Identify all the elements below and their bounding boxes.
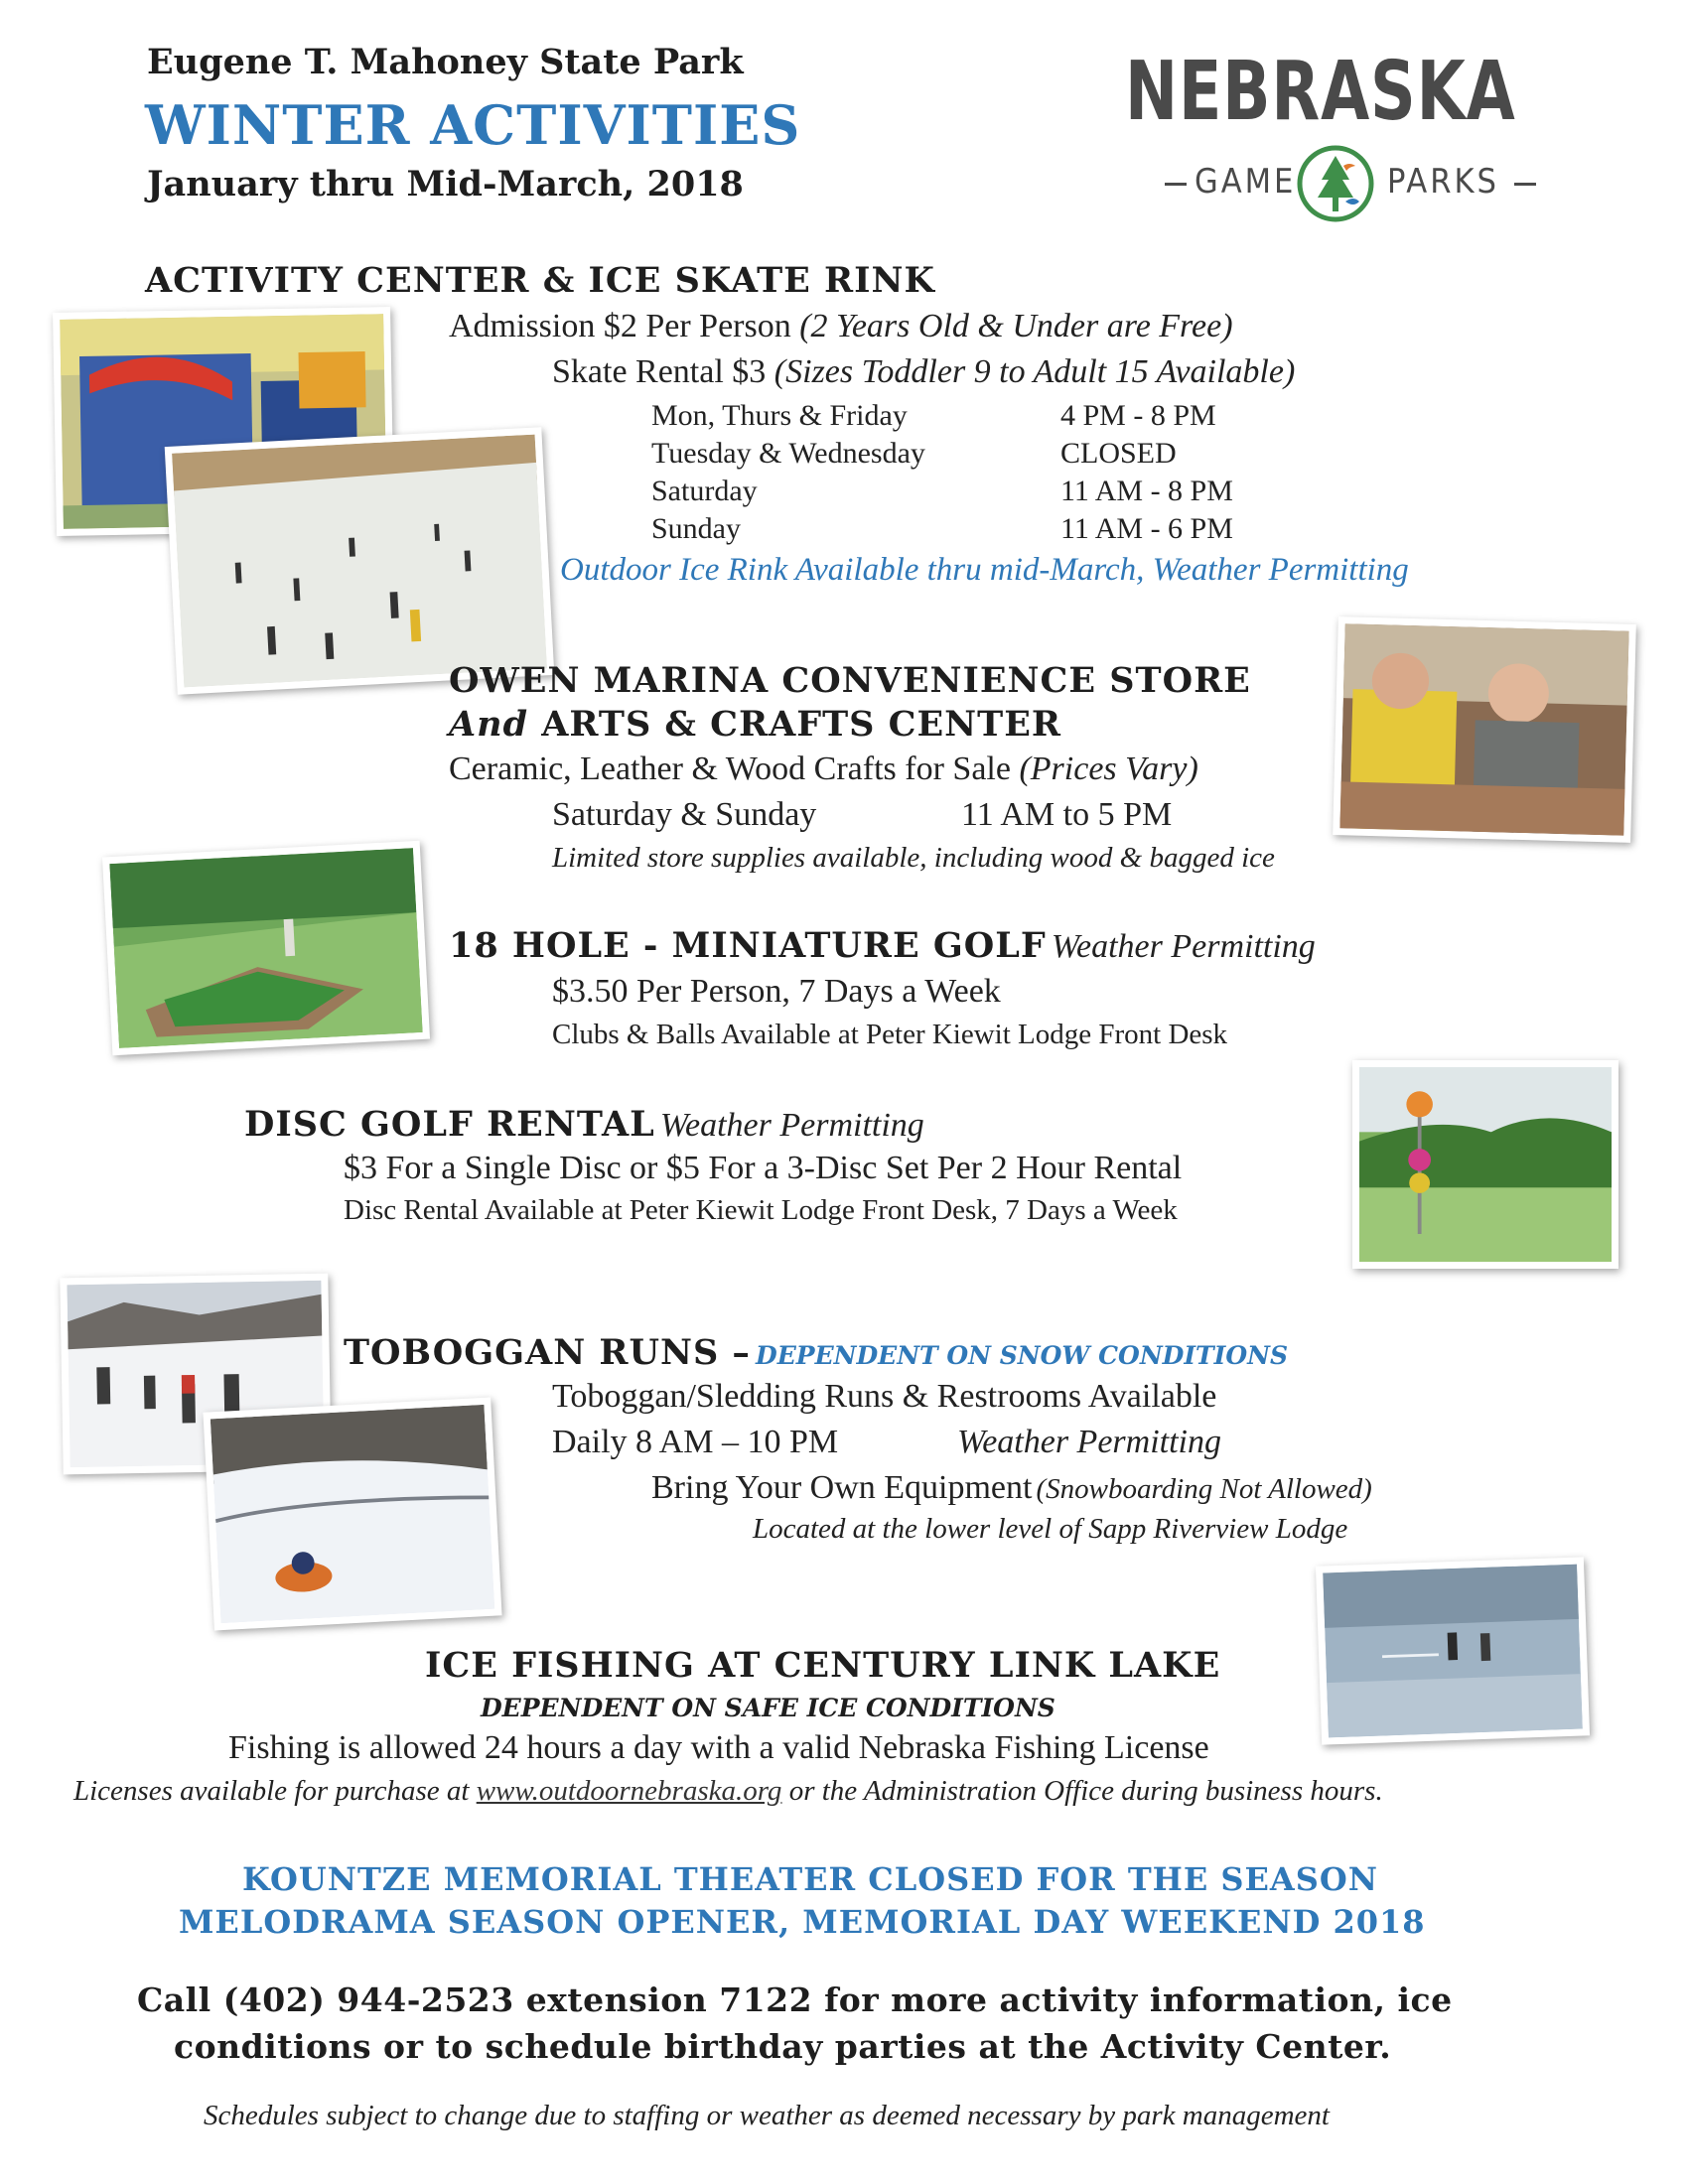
contact-line1: Call (402) 944-2523 extension 7122 for more activity information, ice — [137, 1980, 1453, 2019]
page-title: WINTER ACTIVITIES — [145, 93, 801, 157]
marina-heading-line2 — [449, 704, 1061, 745]
toboggan-location: Located at the lower level of Sapp Riverview Lodge — [753, 1513, 1348, 1545]
crafts-line — [449, 751, 1198, 788]
toboggan-equipment-line — [651, 1469, 1372, 1507]
marina-heading-line1: OWEN MARINA CONVENIENCE STORE — [449, 660, 1251, 701]
hours-day: Mon, Thurs & Friday — [651, 399, 908, 432]
toboggan-condition: DEPENDENT ON SNOW CONDITIONS — [756, 1341, 1289, 1370]
marina-days: Saturday & Sunday — [552, 796, 817, 833]
marina-time: 11 AM to 5 PM — [961, 796, 1173, 833]
toboggan-heading: TOBOGGAN RUNS – — [344, 1332, 751, 1373]
toboggan-weather: Weather Permitting — [957, 1424, 1221, 1460]
indoor-ice-skating-photo — [165, 427, 555, 695]
tree-bird-fish-emblem-icon — [1296, 144, 1375, 223]
outdoor-nebraska-link[interactable]: www.outdoornebraska.org — [476, 1775, 782, 1807]
sledding-child-photo — [203, 1398, 501, 1631]
outdoor-rink-note: Outdoor Ice Rink Available thru mid-March, Weather Permitting — [560, 552, 1409, 588]
hours-row — [651, 399, 908, 433]
hours-row — [651, 437, 925, 471]
toboggan-daily: Daily 8 AM – 10 PM — [552, 1424, 839, 1460]
mini-golf-price: $3.50 Per Person, 7 Days a Week — [552, 973, 1001, 1010]
logo-parks-text: PARKS — [1387, 162, 1499, 202]
hours-row — [651, 475, 758, 508]
skate-rental-price: Skate Rental $3 — [552, 353, 767, 390]
hours-row — [651, 512, 741, 546]
disc-golf-heading-line — [244, 1104, 924, 1145]
arts-crafts-children-photo — [1333, 616, 1636, 843]
hours-time: CLOSED — [1060, 437, 1177, 470]
admission-price: Admission $2 Per Person — [449, 308, 791, 344]
hours-time: 11 AM - 8 PM — [1060, 475, 1233, 507]
logo-divider-left — [1165, 183, 1187, 186]
disc-golf-price: $3 For a Single Disc or $5 For a 3-Disc Set Per 2 Hour Rental — [344, 1150, 1183, 1186]
hours-day: Sunday — [651, 512, 741, 545]
ice-fishing-lake-photo — [1316, 1557, 1590, 1744]
toboggan-equipment-note: (Snowboarding Not Allowed) — [1036, 1473, 1372, 1505]
toboggan-equipment: Bring Your Own Equipment — [651, 1469, 1033, 1506]
disc-golf-basket-photo — [1352, 1060, 1618, 1269]
park-name: Eugene T. Mahoney State Park — [147, 42, 744, 82]
hours-day: Saturday — [651, 475, 758, 507]
nebraska-game-parks-logo — [1117, 45, 1574, 233]
logo-divider-right — [1514, 183, 1536, 186]
melodrama-opener-notice: MELODRAMA SEASON OPENER, MEMORIAL DAY WEEKEND 2018 — [179, 1903, 1426, 1941]
toboggan-runs: Toboggan/Sledding Runs & Restrooms Available — [552, 1378, 1217, 1415]
hours-day: Tuesday & Wednesday — [651, 437, 925, 470]
mini-golf-clubs: Clubs & Balls Available at Peter Kiewit Lodge Front Desk — [552, 1019, 1228, 1050]
hours-time: 11 AM - 6 PM — [1060, 512, 1233, 545]
ice-fishing-condition: DEPENDENT ON SAFE ICE CONDITIONS — [481, 1694, 1055, 1722]
ice-fishing-heading: ICE FISHING AT CENTURY LINK LAKE — [425, 1645, 1221, 1686]
disc-golf-availability: Disc Rental Available at Peter Kiewit Lodge Front Desk, 7 Days a Week — [344, 1194, 1178, 1226]
theater-closed-notice: KOUNTZE MEMORIAL THEATER CLOSED FOR THE SEASON — [242, 1860, 1378, 1898]
crafts-text: Ceramic, Leather & Wood Crafts for Sale — [449, 751, 1011, 787]
mini-golf-heading: 18 HOLE - MINIATURE GOLF — [449, 925, 1047, 966]
crafts-note: (Prices Vary) — [1019, 751, 1198, 787]
contact-line2: conditions or to schedule birthday parties at the Activity Center. — [174, 2027, 1392, 2066]
date-range: January thru Mid-March, 2018 — [147, 164, 744, 205]
disc-golf-weather-note: Weather Permitting — [659, 1107, 924, 1144]
toboggan-heading-line — [344, 1332, 1288, 1373]
activity-center-heading: ACTIVITY CENTER & ICE SKATE RINK — [145, 260, 935, 301]
marina-supplies-note: Limited store supplies available, including wood & bagged ice — [552, 842, 1275, 874]
miniature-golf-photo — [102, 841, 430, 1055]
mini-golf-heading-line — [449, 925, 1316, 966]
skate-rental-line — [552, 353, 1295, 391]
skate-rental-note: (Sizes Toddler 9 to Adult 15 Available) — [774, 353, 1296, 390]
admission-note: (2 Years Old & Under are Free) — [799, 308, 1233, 344]
license-suffix: or the Administration Office during business hours. — [788, 1775, 1383, 1807]
marina-heading-arts: ARTS & CRAFTS CENTER — [541, 704, 1061, 745]
license-prefix: Licenses available for purchase at — [73, 1775, 470, 1807]
ice-fishing-license-line — [73, 1775, 1383, 1808]
admission-line — [449, 308, 1233, 345]
marina-heading-and: And — [449, 704, 529, 745]
logo-game-text: GAME — [1195, 162, 1297, 202]
schedule-disclaimer: Schedules subject to change due to staffing or weather as deemed necessary by park management — [204, 2100, 1330, 2131]
ice-fishing-rule: Fishing is allowed 24 hours a day with a valid Nebraska Fishing License — [228, 1729, 1209, 1766]
mini-golf-weather-note: Weather Permitting — [1051, 928, 1316, 965]
hours-time: 4 PM - 8 PM — [1060, 399, 1216, 432]
logo-state-text: NEBRASKA — [1125, 45, 1516, 139]
disc-golf-heading: DISC GOLF RENTAL — [244, 1104, 655, 1145]
